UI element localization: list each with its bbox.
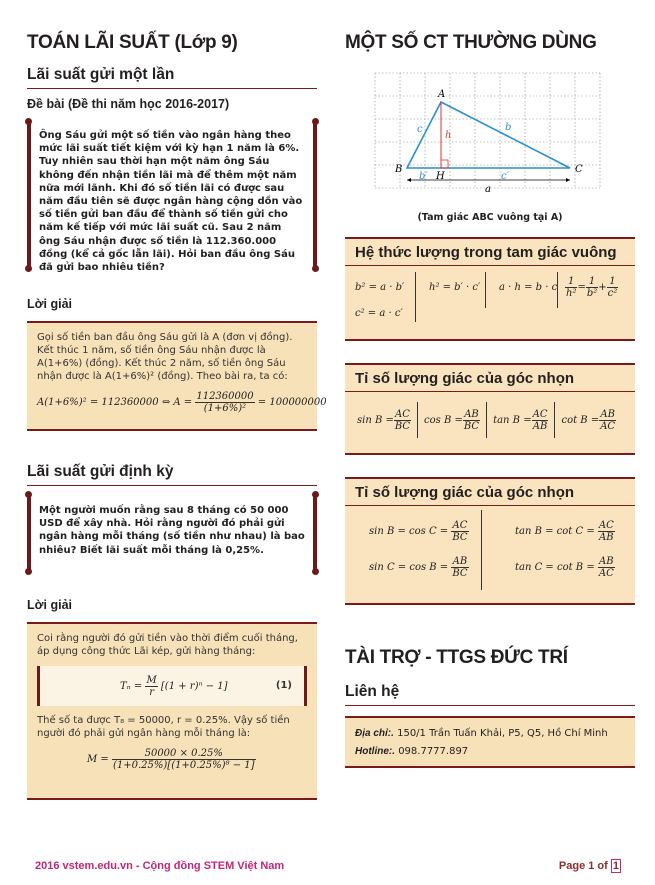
trig-cosB: cos B = $\frac{AB}{BC}$ (424, 408, 480, 432)
label-b-prime: b′ (419, 171, 428, 182)
label-A: A (438, 89, 446, 100)
label-a: a (485, 184, 491, 195)
box-he-thuc-luong (345, 237, 635, 341)
trig-sinB-cosC: sin B = cos C = $\frac{AC}{BC}$ (369, 520, 468, 543)
page-title-left: TOÁN LÃI SUẤT (Lớp 9) (27, 32, 238, 53)
problem1-text: Ông Sáu gửi một số tiền vào ngân hàng theo mức lãi suất tiết kiệm với kỳ hạn 1 năm là 6%. Tuy nhiên sau thời hạn một năm ông Sáu không đến nhận tiền lãi mà để thêm một năm nữa mới lãnh. Khi đó số tiền lãi có được sau năm đầu tiên sẽ được ngân hàng cộng dồn vào số tiền gửi ban đầu để thành số tiền gửi cho năm kế tiếp với mức lãi suất cũ. Sau 2 năm ông Sáu nhận được số tiền là 112.360.000 đồng (kể cả gốc lẫn lãi). Hỏi ban đầu ông Sáu đã gửi bao nhiêu tiền? (39, 130, 303, 274)
label-h: h (445, 130, 452, 141)
label-H: H (436, 171, 445, 182)
trig-tanB: tan B = $\frac{AC}{AB}$ (493, 408, 548, 432)
trig-sinC-cosB: sin C = cos B = $\frac{AB}{BC}$ (369, 556, 468, 579)
sponsor-title: TÀI TRỢ - TTGS ĐỨC TRÍ (345, 647, 568, 668)
formula-tag: (1) (275, 680, 292, 691)
trig-tanB-cotC: tan B = cot C = $\frac{AC}{AB}$ (515, 520, 614, 543)
contact-heading: Liên hệ (345, 681, 635, 706)
problem2-text: Một người muốn rằng sau 8 tháng có 50 000 USD để xây nhà. Hỏi rằng người đó phải gửi ngân hàng mỗi tháng (số tiền như nhau) là bao nhiêu? Biết lãi suất mỗi tháng là 0,25%. (39, 505, 305, 556)
label-b: b (505, 122, 512, 133)
hotline-line[interactable]: Hotline:. 098.7777.897 (355, 746, 469, 757)
problem1-box (27, 121, 317, 274)
triangle-figure (345, 68, 635, 208)
formula-ah: a · h = b · c (499, 282, 558, 293)
label-c: c (417, 124, 423, 135)
figure-caption: (Tam giác ABC vuông tại A) (417, 212, 563, 223)
contact-box (345, 716, 635, 768)
formula-h2: h² = b′ · c′ (429, 282, 481, 293)
solution1-heading: Lời giải (27, 297, 73, 311)
label-C: C (575, 164, 583, 175)
solution2-mid: Thế số ta được T₈ = 50000, r = 0.25%. Vậy số tiền người đó phải gửi ngân hàng mỗi tháng là: (37, 715, 290, 739)
solution2-heading: Lời giải (27, 598, 73, 612)
formula-reciprocal: $\frac{1}{\text{h²}}$ = $\frac{1}{\text{b²}}$ + $\frac{1}{\text{c²}}$ (566, 276, 618, 299)
formula-tn: Tₙ = $\frac{M}{r}$ [(1 + r)ⁿ − 1] (120, 675, 228, 698)
solution1-text: Gọi số tiền ban đầu ông Sáu gửi là A (đơn vị đồng). Kết thúc 1 năm, số tiền ông Sáu nhận được là A(1+6%) (đồng). Kết thúc 2 năm, số tiền ông Sáu nhận được là A(1+6%)² (đồng). Theo bài ra, ta có: (37, 332, 293, 382)
footer-site-link[interactable]: 2016 vstem.edu.vn - Cộng đồng STEM Việt Nam (35, 860, 285, 872)
box-ti-so-luong-giac-1 (345, 363, 635, 455)
formula-box (37, 666, 307, 706)
page-title-right: MỘT SỐ CT THƯỜNG DÙNG (345, 32, 597, 53)
final-equation: M = $\frac{50000 \times 0.25\%}{\text{(1+0.25\%)[(1+0.25\%)⁸ − 1]}}$ (87, 748, 255, 771)
box-ti-so-luong-giac-2 (345, 477, 635, 605)
label-c-prime: c′ (501, 171, 509, 182)
section1-heading: Lãi suất gửi một lần (27, 64, 317, 89)
right-column (345, 30, 635, 768)
box2-heading: Tỉ số lượng giác của góc nhọn (345, 365, 635, 392)
address-value: 150/1 Trần Tuấn Khải, P5, Q5, Hồ Chí Minh (397, 728, 608, 739)
footer-page-number: Page 1 of 1 (558, 860, 619, 872)
problem1-heading: Đề bài (Đề thi năm học 2016-2017) (27, 97, 230, 111)
hotline-value[interactable]: 098.7777.897 (398, 746, 469, 757)
solution1-equation: A(1+6%)² = 112360000 ⇔ A = $\frac{112360000}{\text{(1+6\%)²}}$ = 100000000 (37, 391, 327, 414)
trig-sinB: sin B = $\frac{AC}{BC}$ (357, 408, 411, 432)
formula-c2: c² = a · c′ (355, 308, 403, 319)
address-line: Địa chỉ:. 150/1 Trần Tuấn Khải, P5, Q5, Hồ Chí Minh (355, 728, 608, 739)
left-column (27, 30, 327, 800)
solution1-box (27, 321, 327, 431)
solution2-intro: Coi rằng người đó gửi tiền vào thời điểm cuối tháng, áp dụng công thức Lãi kép, gửi hàng tháng: (37, 633, 298, 657)
solution2-box (27, 622, 317, 800)
problem2-box (27, 494, 317, 572)
trig-cotB: cot B = $\frac{AB}{AC}$ (561, 408, 616, 432)
box1-heading: Hệ thức lượng trong tam giác vuông (345, 239, 635, 266)
formula-b2: b² = a · b′ (355, 282, 405, 293)
section2-heading: Lãi suất gửi định kỳ (27, 461, 317, 486)
trig-tanC-cotB: tan C = cot B = $\frac{AB}{AC}$ (515, 556, 614, 579)
box3-heading: Tỉ số lượng giác của góc nhọn (345, 479, 635, 506)
label-B: B (395, 164, 403, 175)
